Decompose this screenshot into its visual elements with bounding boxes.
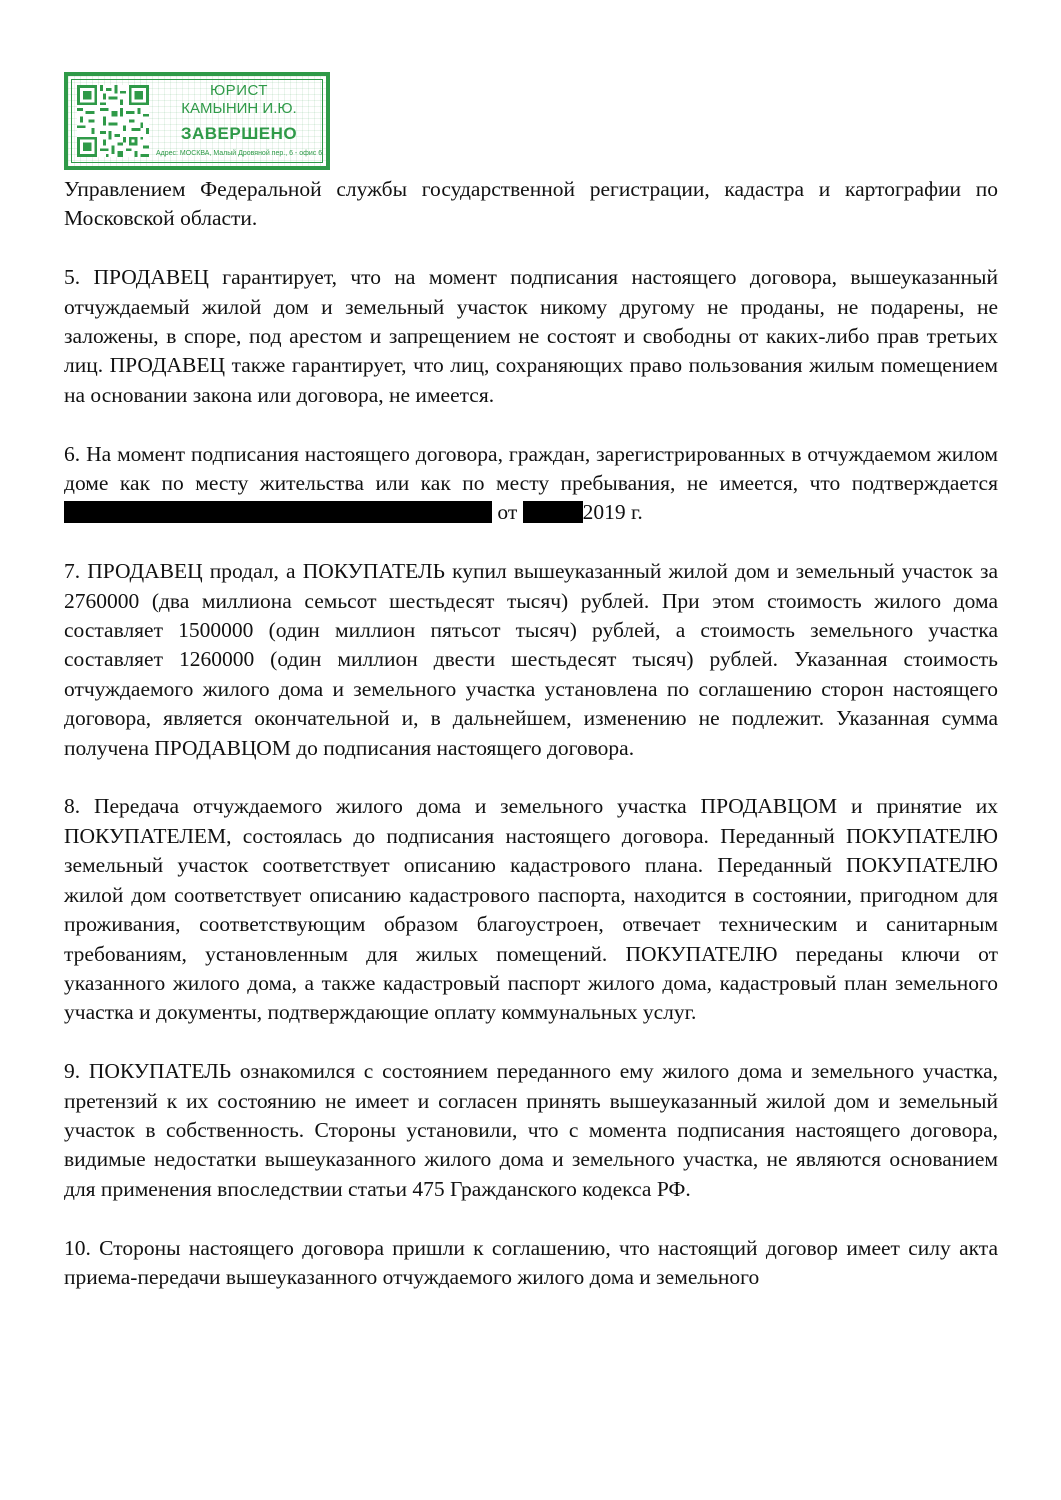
clause-8: 8. Передача отчуждаемого жилого дома и земельного участка ПРОДАВЦОМ и принятие их ПОКУПАТЕЛЕМ, состоялась до подписания настоящего договора. Переданный ПОКУПАТЕЛЮ земельный участок соответствует описанию кадастрового плана. Переданный ПОКУПАТЕЛЮ жилой дом соответствует описанию кадастрового паспорта, находится в состоянии, пригодном для проживания, соответствующим образом благоустроен, отвечает техническим и санитарным требованиям, установленным для жилых помещений. ПОКУПАТЕЛЮ переданы ключи от указанного жилого дома, а также кадастровый паспорт жилого дома, кадастровый план земельного участка и документы, подтверждающие оплату коммунальных услуг. (64, 794, 998, 1025)
clause-9: 9. ПОКУПАТЕЛЬ ознакомился с состоянием переданного ему жилого дома и земельного участка, претензий к их состоянию не имеет и согласен принять вышеуказанный жилой дом и земельный участок в собственность. Стороны установили, что с момента подписания настоящего договора, видимые недостатки вышеуказанного жилого дома и земельного участка, не являются основанием для применения впоследствии статьи 475 Гражданского кодекса РФ. (64, 1059, 998, 1201)
document-body (64, 175, 998, 1322)
redacted-date (523, 501, 583, 523)
stamp-status: ЗАВЕРШЕНО (180, 124, 298, 143)
clause-7: 7. ПРОДАВЕЦ продал, а ПОКУПАТЕЛЬ купил вышеуказанный жилой дом и земельный участок за 2760000 (два миллиона семьсот шестьдесят тысяч) рублей. При этом стоимость жилого дома составляет 1500000 (один миллион пятьсот тысяч) рублей, а стоимость земельного участка составляет 1260000 (один миллион двести шестьдесят тысяч) рублей. Указанная стоимость отчуждаемого жилого дома и земельного участка установлена по соглашению сторон настоящего договора, является окончательной и, в дальнейшем, изменению не подлежит. Указанная сумма получена ПРОДАВЦОМ до подписания настоящего договора. (64, 559, 998, 760)
redacted-block (64, 501, 492, 523)
stamp-title: ЮРИСТ (210, 82, 268, 99)
lawyer-stamp (64, 72, 330, 170)
stamp-text-block (156, 82, 322, 158)
clause-5: 5. ПРОДАВЕЦ гарантирует, что на момент подписания настоящего договора, вышеуказанный отчуждаемый жилой дом и земельный участок никому другому не проданы, не подарены, не заложены, в споре, под арестом и запрещением не состоят и свободны от каких-либо прав третьих лиц. ПРОДАВЕЦ также гарантирует, что лиц, сохраняющих право пользования жилым помещением на основании закона или договора, не имеется. (64, 265, 998, 407)
clause-6 (64, 440, 998, 528)
clause-6-year: 2019 г. (582, 500, 643, 525)
qr-code-icon (77, 85, 149, 157)
clause-10: 10. Стороны настоящего договора пришли к соглашению, что настоящий договор имеет силу акта приема-передачи вышеуказанного отчуждаемого жилого дома и земельного (64, 1235, 998, 1289)
intro-paragraph: Управлением Федеральной службы государственной регистрации, кадастра и картографии по Московской области. (64, 177, 998, 231)
clause-6-text: 6. На момент подписания настоящего договора, граждан, зарегистрированных в отчуждаемом жилом доме как по месту жительства или как по месту пребывания, не имеется, что подтверждается (64, 441, 998, 496)
stamp-lawyer-name: КАМЫНИН И.Ю. (181, 100, 297, 117)
clause-6-from: от (497, 500, 518, 525)
stamp-address: Адрес: МОСКВА, Малый Дровяной пер., 6 - офис 6 (156, 150, 323, 157)
